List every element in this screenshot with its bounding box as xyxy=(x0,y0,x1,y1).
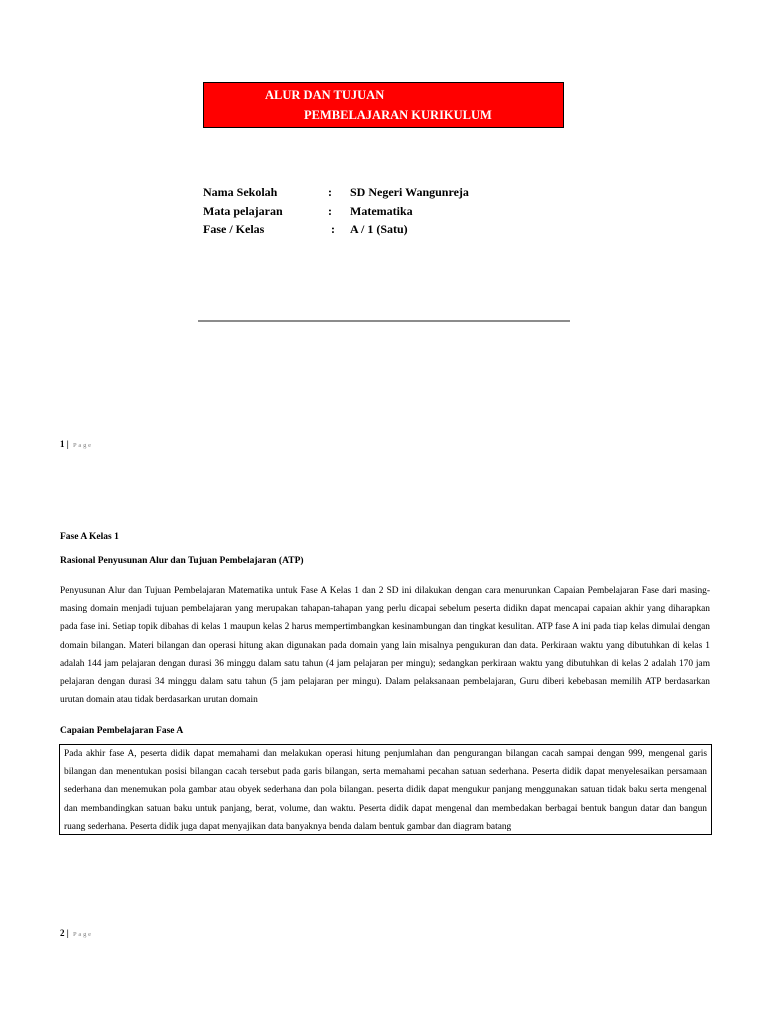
info-value: SD Negeri Wangunreja xyxy=(350,185,469,199)
fase-heading: Fase A Kelas 1 xyxy=(60,532,119,542)
info-label: Mata pelajaran xyxy=(203,204,283,218)
capaian-heading: Capaian Pembelajaran Fase A xyxy=(60,726,184,736)
page-word: Page xyxy=(72,931,93,938)
capaian-box xyxy=(59,744,712,835)
cover-divider xyxy=(198,320,570,322)
info-value: Matematika xyxy=(350,204,413,218)
page-number: 1 xyxy=(60,439,65,449)
page-separator: | xyxy=(66,439,69,449)
page-separator: | xyxy=(66,928,69,938)
rasional-paragraph: Penyusunan Alur dan Tujuan Pembelajaran Matematika untuk Fase A Kelas 1 dan 2 SD ini dilakukan dengan cara menurunkan Capaian Pembelajaran Fase dari masing-masing domain menjadi tujuan pembelajaran yang merupakan tahapan-tahapan yang perlu dicapai sebelum peserta didikn dapat mencapai capaian akhir yang diharapkan pada fase ini. Setiap topik dibahas di kelas 1 maupun kelas 2 harus mempertimbangkan kesinambungan dan tingkat kesulitan. ATP fase A ini pada tiap kelas dimulai dengan domain bilangan. Materi bilangan dan operasi hitung akan digunakan pada domain yang lain misalnya pengukuran dan data. Perkiraan waktu yang dibutuhkan di kelas 1 adalah 144 jam pelajaran dengan durasi 36 minggu dalam satu tahun (4 jam pelajaran per mingu); sedangkan perkiraan waktu yang dibutuhkan di kelas 2 adalah 170 jam pelajaran dengan durasi 34 minggu dalam satu tahun (5 jam pelajaran per mingu). Dalam pelaksanaan pembelajaran, Guru diberi kebebasan memilih ATP berdasarkan urutan domain atau tidak berdasarkan urutan domain xyxy=(60,586,710,706)
page-footer-2 xyxy=(60,928,93,938)
page-word: Page xyxy=(72,442,93,449)
cover-title-line-1: ALUR DAN TUJUAN xyxy=(265,88,385,102)
info-label: Nama Sekolah xyxy=(203,185,278,199)
page-number: 2 xyxy=(60,928,65,938)
info-value: A / 1 (Satu) xyxy=(350,222,408,236)
info-colon: : xyxy=(328,185,332,199)
info-colon: : xyxy=(331,222,335,236)
cover-title-line-2: PEMBELAJARAN KURIKULUM xyxy=(304,108,492,122)
capaian-paragraph: Pada akhir fase A, peserta didik dapat memahami dan melakukan operasi hitung penjumlahan dan pengurangan bilangan cacah sampai dengan 999, mengenal garis bilangan dan menentukan posisi bilangan cacah tersebut pada garis bilangan, serta memahami pecahan satuan sederhana. Peserta didik dapat menyelesaikan persamaan sederhana dan menemukan pola gambar atau obyek sederhana dan pola bilangan. peserta didik dapat mengukur panjang menggunakan satuan tidak baku serta mengenal dan membandingkan satuan baku untuk panjang, berat, volume, dan waktu. Peserta didik dapat mengenal dan membedakan berbagai bentuk bangun datar dan bangun ruang sederhana. Peserta didik juga dapat menyajikan data banyaknya benda dalam bentuk gambar dan diagram batang xyxy=(64,749,707,832)
info-label: Fase / Kelas xyxy=(203,222,265,236)
info-colon: : xyxy=(328,204,332,218)
page-footer-1 xyxy=(60,439,93,449)
rasional-heading: Rasional Penyusunan Alur dan Tujuan Pembelajaran (ATP) xyxy=(60,556,304,566)
cover-title-box xyxy=(203,82,564,128)
